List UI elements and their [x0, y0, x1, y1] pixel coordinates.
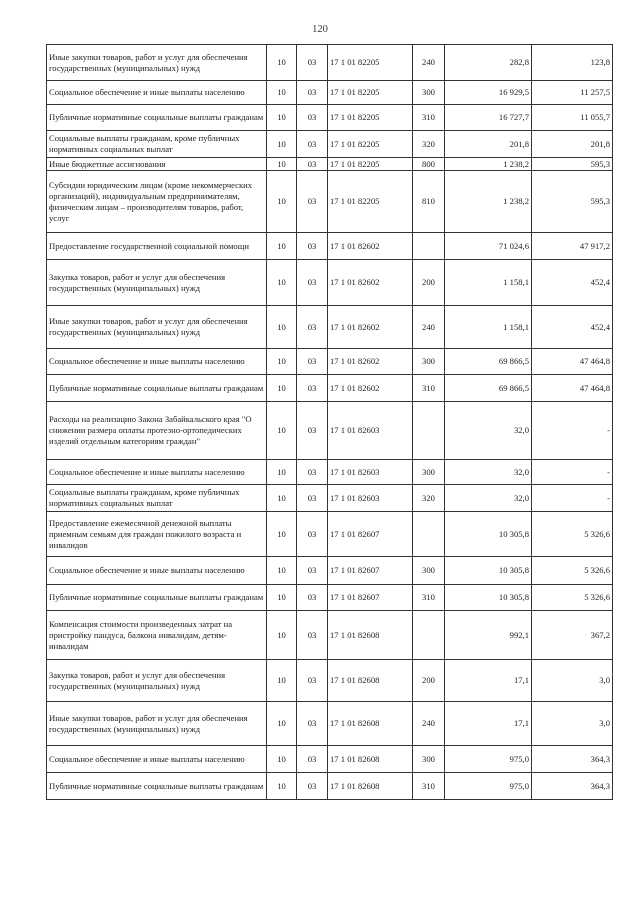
- table-row: [47, 611, 613, 660]
- table-row: [47, 81, 613, 105]
- table-row: [47, 260, 613, 306]
- cell-name: Социальные выплаты гражданам, кроме публичных нормативных социальных выплат: [47, 485, 267, 512]
- cell-amount-2: 364,3: [532, 773, 613, 800]
- cell-expense-type: [413, 402, 445, 460]
- cell-expense-type: 310: [413, 105, 445, 131]
- cell-subsection: 03: [297, 702, 328, 746]
- cell-name: Закупка товаров, работ и услуг для обеспечения государственных (муниципальных) нужд: [47, 660, 267, 702]
- cell-expense-type: [413, 233, 445, 260]
- cell-amount-2: 11 257,5: [532, 81, 613, 105]
- cell-amount-2: 47 464,8: [532, 375, 613, 402]
- cell-amount-1: 16 727,7: [445, 105, 532, 131]
- cell-subsection: 03: [297, 306, 328, 349]
- cell-amount-1: 1 158,1: [445, 306, 532, 349]
- cell-section: 10: [267, 158, 297, 171]
- table-row: [47, 557, 613, 585]
- cell-section: 10: [267, 702, 297, 746]
- cell-expense-type: 810: [413, 171, 445, 233]
- cell-name: Социальное обеспечение и иные выплаты населению: [47, 746, 267, 773]
- table-body: [47, 45, 613, 800]
- table-row: [47, 585, 613, 611]
- cell-subsection: 03: [297, 375, 328, 402]
- table-row: [47, 171, 613, 233]
- cell-name: Публичные нормативные социальные выплаты гражданам: [47, 585, 267, 611]
- cell-section: 10: [267, 773, 297, 800]
- cell-subsection: 03: [297, 260, 328, 306]
- table-row: [47, 402, 613, 460]
- cell-amount-2: 201,8: [532, 131, 613, 158]
- cell-amount-1: 201,8: [445, 131, 532, 158]
- cell-subsection: 03: [297, 402, 328, 460]
- cell-subsection: 03: [297, 158, 328, 171]
- cell-amount-1: 975,0: [445, 746, 532, 773]
- table-row: [47, 233, 613, 260]
- cell-amount-1: 69 866,5: [445, 375, 532, 402]
- table-row: [47, 460, 613, 485]
- cell-section: 10: [267, 746, 297, 773]
- table-row: [47, 485, 613, 512]
- cell-expense-type: 240: [413, 306, 445, 349]
- cell-target-code: 17 1 01 82603: [328, 402, 413, 460]
- cell-section: 10: [267, 45, 297, 81]
- cell-expense-type: 300: [413, 746, 445, 773]
- cell-amount-2: 364,3: [532, 746, 613, 773]
- cell-expense-type: 240: [413, 45, 445, 81]
- cell-name: Социальное обеспечение и иные выплаты населению: [47, 349, 267, 375]
- cell-subsection: 03: [297, 557, 328, 585]
- cell-name: Публичные нормативные социальные выплаты гражданам: [47, 105, 267, 131]
- cell-target-code: 17 1 01 82607: [328, 585, 413, 611]
- cell-expense-type: 310: [413, 585, 445, 611]
- cell-target-code: 17 1 01 82608: [328, 746, 413, 773]
- cell-target-code: 17 1 01 82205: [328, 45, 413, 81]
- cell-name: Иные закупки товаров, работ и услуг для обеспечения государственных (муниципальных) нужд: [47, 702, 267, 746]
- cell-amount-2: -: [532, 485, 613, 512]
- table-row: [47, 660, 613, 702]
- cell-subsection: 03: [297, 131, 328, 158]
- cell-name: Социальное обеспечение и иные выплаты населению: [47, 557, 267, 585]
- cell-amount-1: 32,0: [445, 460, 532, 485]
- cell-section: 10: [267, 131, 297, 158]
- cell-expense-type: 200: [413, 660, 445, 702]
- cell-section: 10: [267, 349, 297, 375]
- cell-name: Предоставление ежемесячной денежной выплаты приемным семьям для граждан пожилого возраста и инвалидов: [47, 512, 267, 557]
- cell-subsection: 03: [297, 585, 328, 611]
- cell-subsection: 03: [297, 460, 328, 485]
- cell-amount-2: 5 326,6: [532, 512, 613, 557]
- cell-amount-1: 71 024,6: [445, 233, 532, 260]
- cell-amount-1: 282,8: [445, 45, 532, 81]
- table-row: [47, 349, 613, 375]
- table-row: [47, 306, 613, 349]
- cell-target-code: 17 1 01 82603: [328, 485, 413, 512]
- cell-expense-type: 300: [413, 349, 445, 375]
- cell-section: 10: [267, 81, 297, 105]
- cell-expense-type: 320: [413, 485, 445, 512]
- cell-amount-1: 1 238,2: [445, 158, 532, 171]
- cell-amount-2: 595,3: [532, 171, 613, 233]
- cell-section: 10: [267, 233, 297, 260]
- table-row: [47, 702, 613, 746]
- cell-subsection: 03: [297, 81, 328, 105]
- cell-section: 10: [267, 611, 297, 660]
- cell-subsection: 03: [297, 485, 328, 512]
- cell-expense-type: 300: [413, 557, 445, 585]
- cell-target-code: 17 1 01 82205: [328, 81, 413, 105]
- cell-section: 10: [267, 512, 297, 557]
- cell-section: 10: [267, 375, 297, 402]
- budget-table: [46, 44, 613, 800]
- cell-amount-2: 452,4: [532, 306, 613, 349]
- cell-name: Иные бюджетные ассигнования: [47, 158, 267, 171]
- cell-amount-1: 10 305,8: [445, 585, 532, 611]
- cell-target-code: 17 1 01 82607: [328, 557, 413, 585]
- cell-expense-type: 310: [413, 375, 445, 402]
- table-row: [47, 158, 613, 171]
- cell-subsection: 03: [297, 660, 328, 702]
- cell-subsection: 03: [297, 171, 328, 233]
- cell-expense-type: 300: [413, 460, 445, 485]
- cell-name: Социальные выплаты гражданам, кроме публичных нормативных социальных выплат: [47, 131, 267, 158]
- cell-target-code: 17 1 01 82602: [328, 260, 413, 306]
- cell-amount-2: 11 055,7: [532, 105, 613, 131]
- cell-amount-2: 5 326,6: [532, 557, 613, 585]
- cell-amount-1: 992,1: [445, 611, 532, 660]
- cell-name: Иные закупки товаров, работ и услуг для обеспечения государственных (муниципальных) нужд: [47, 306, 267, 349]
- cell-target-code: 17 1 01 82608: [328, 611, 413, 660]
- cell-amount-2: 47 917,2: [532, 233, 613, 260]
- cell-section: 10: [267, 402, 297, 460]
- cell-expense-type: 800: [413, 158, 445, 171]
- cell-subsection: 03: [297, 233, 328, 260]
- cell-expense-type: 240: [413, 702, 445, 746]
- page-number: 120: [312, 24, 328, 35]
- cell-section: 10: [267, 105, 297, 131]
- cell-subsection: 03: [297, 45, 328, 81]
- cell-target-code: 17 1 01 82205: [328, 105, 413, 131]
- cell-subsection: 03: [297, 773, 328, 800]
- table-row: [47, 746, 613, 773]
- cell-name: Предоставление государственной социальной помощи: [47, 233, 267, 260]
- cell-subsection: 03: [297, 349, 328, 375]
- cell-target-code: 17 1 01 82602: [328, 349, 413, 375]
- cell-target-code: 17 1 01 82205: [328, 131, 413, 158]
- cell-amount-1: 1 158,1: [445, 260, 532, 306]
- cell-name: Иные закупки товаров, работ и услуг для обеспечения государственных (муниципальных) нужд: [47, 45, 267, 81]
- cell-expense-type: [413, 512, 445, 557]
- cell-name: Компенсация стоимости произведенных затрат на пристройку пандуса, балкона инвалидам, детям-инвалидам: [47, 611, 267, 660]
- table-row: [47, 105, 613, 131]
- cell-name: Закупка товаров, работ и услуг для обеспечения государственных (муниципальных) нужд: [47, 260, 267, 306]
- cell-section: 10: [267, 260, 297, 306]
- cell-expense-type: 300: [413, 81, 445, 105]
- cell-subsection: 03: [297, 105, 328, 131]
- cell-target-code: 17 1 01 82608: [328, 773, 413, 800]
- cell-section: 10: [267, 171, 297, 233]
- cell-target-code: 17 1 01 82608: [328, 660, 413, 702]
- cell-target-code: 17 1 01 82608: [328, 702, 413, 746]
- cell-section: 10: [267, 585, 297, 611]
- cell-target-code: 17 1 01 82607: [328, 512, 413, 557]
- cell-name: Социальное обеспечение и иные выплаты населению: [47, 460, 267, 485]
- cell-amount-1: 17,1: [445, 660, 532, 702]
- cell-amount-2: 5 326,6: [532, 585, 613, 611]
- cell-name: Публичные нормативные социальные выплаты гражданам: [47, 773, 267, 800]
- cell-amount-2: 3,0: [532, 660, 613, 702]
- cell-amount-2: 367,2: [532, 611, 613, 660]
- table-row: [47, 131, 613, 158]
- cell-expense-type: 200: [413, 260, 445, 306]
- cell-name: Расходы на реализацию Закона Забайкальского края "О снижении размера оплаты протезно-ортопедических изделий отдельным категориям граждан": [47, 402, 267, 460]
- cell-subsection: 03: [297, 746, 328, 773]
- cell-subsection: 03: [297, 611, 328, 660]
- cell-amount-1: 32,0: [445, 402, 532, 460]
- cell-section: 10: [267, 660, 297, 702]
- cell-target-code: 17 1 01 82205: [328, 158, 413, 171]
- cell-amount-2: 595,3: [532, 158, 613, 171]
- cell-name: Субсидии юридическим лицам (кроме некоммерческих организаций), индивидуальным предпринимателям, физическим лицам – производителям товаров, работ, услуг: [47, 171, 267, 233]
- cell-amount-1: 975,0: [445, 773, 532, 800]
- cell-target-code: 17 1 01 82602: [328, 375, 413, 402]
- cell-amount-2: 3,0: [532, 702, 613, 746]
- cell-amount-1: 32,0: [445, 485, 532, 512]
- cell-amount-2: 452,4: [532, 260, 613, 306]
- cell-section: 10: [267, 460, 297, 485]
- cell-section: 10: [267, 485, 297, 512]
- cell-amount-1: 16 929,5: [445, 81, 532, 105]
- cell-name: Социальное обеспечение и иные выплаты населению: [47, 81, 267, 105]
- cell-amount-1: 1 238,2: [445, 171, 532, 233]
- cell-amount-1: 17,1: [445, 702, 532, 746]
- cell-amount-2: 47 464,8: [532, 349, 613, 375]
- cell-expense-type: 320: [413, 131, 445, 158]
- cell-amount-1: 10 305,8: [445, 512, 532, 557]
- cell-target-code: 17 1 01 82602: [328, 306, 413, 349]
- cell-amount-2: 123,8: [532, 45, 613, 81]
- cell-amount-1: 10 305,8: [445, 557, 532, 585]
- table-row: [47, 512, 613, 557]
- cell-subsection: 03: [297, 512, 328, 557]
- cell-section: 10: [267, 557, 297, 585]
- cell-expense-type: [413, 611, 445, 660]
- cell-amount-2: -: [532, 460, 613, 485]
- cell-name: Публичные нормативные социальные выплаты гражданам: [47, 375, 267, 402]
- cell-target-code: 17 1 01 82602: [328, 233, 413, 260]
- cell-amount-1: 69 866,5: [445, 349, 532, 375]
- cell-target-code: 17 1 01 82603: [328, 460, 413, 485]
- cell-target-code: 17 1 01 82205: [328, 171, 413, 233]
- cell-expense-type: 310: [413, 773, 445, 800]
- table-row: [47, 375, 613, 402]
- table-row: [47, 773, 613, 800]
- table-row: [47, 45, 613, 81]
- cell-amount-2: -: [532, 402, 613, 460]
- cell-section: 10: [267, 306, 297, 349]
